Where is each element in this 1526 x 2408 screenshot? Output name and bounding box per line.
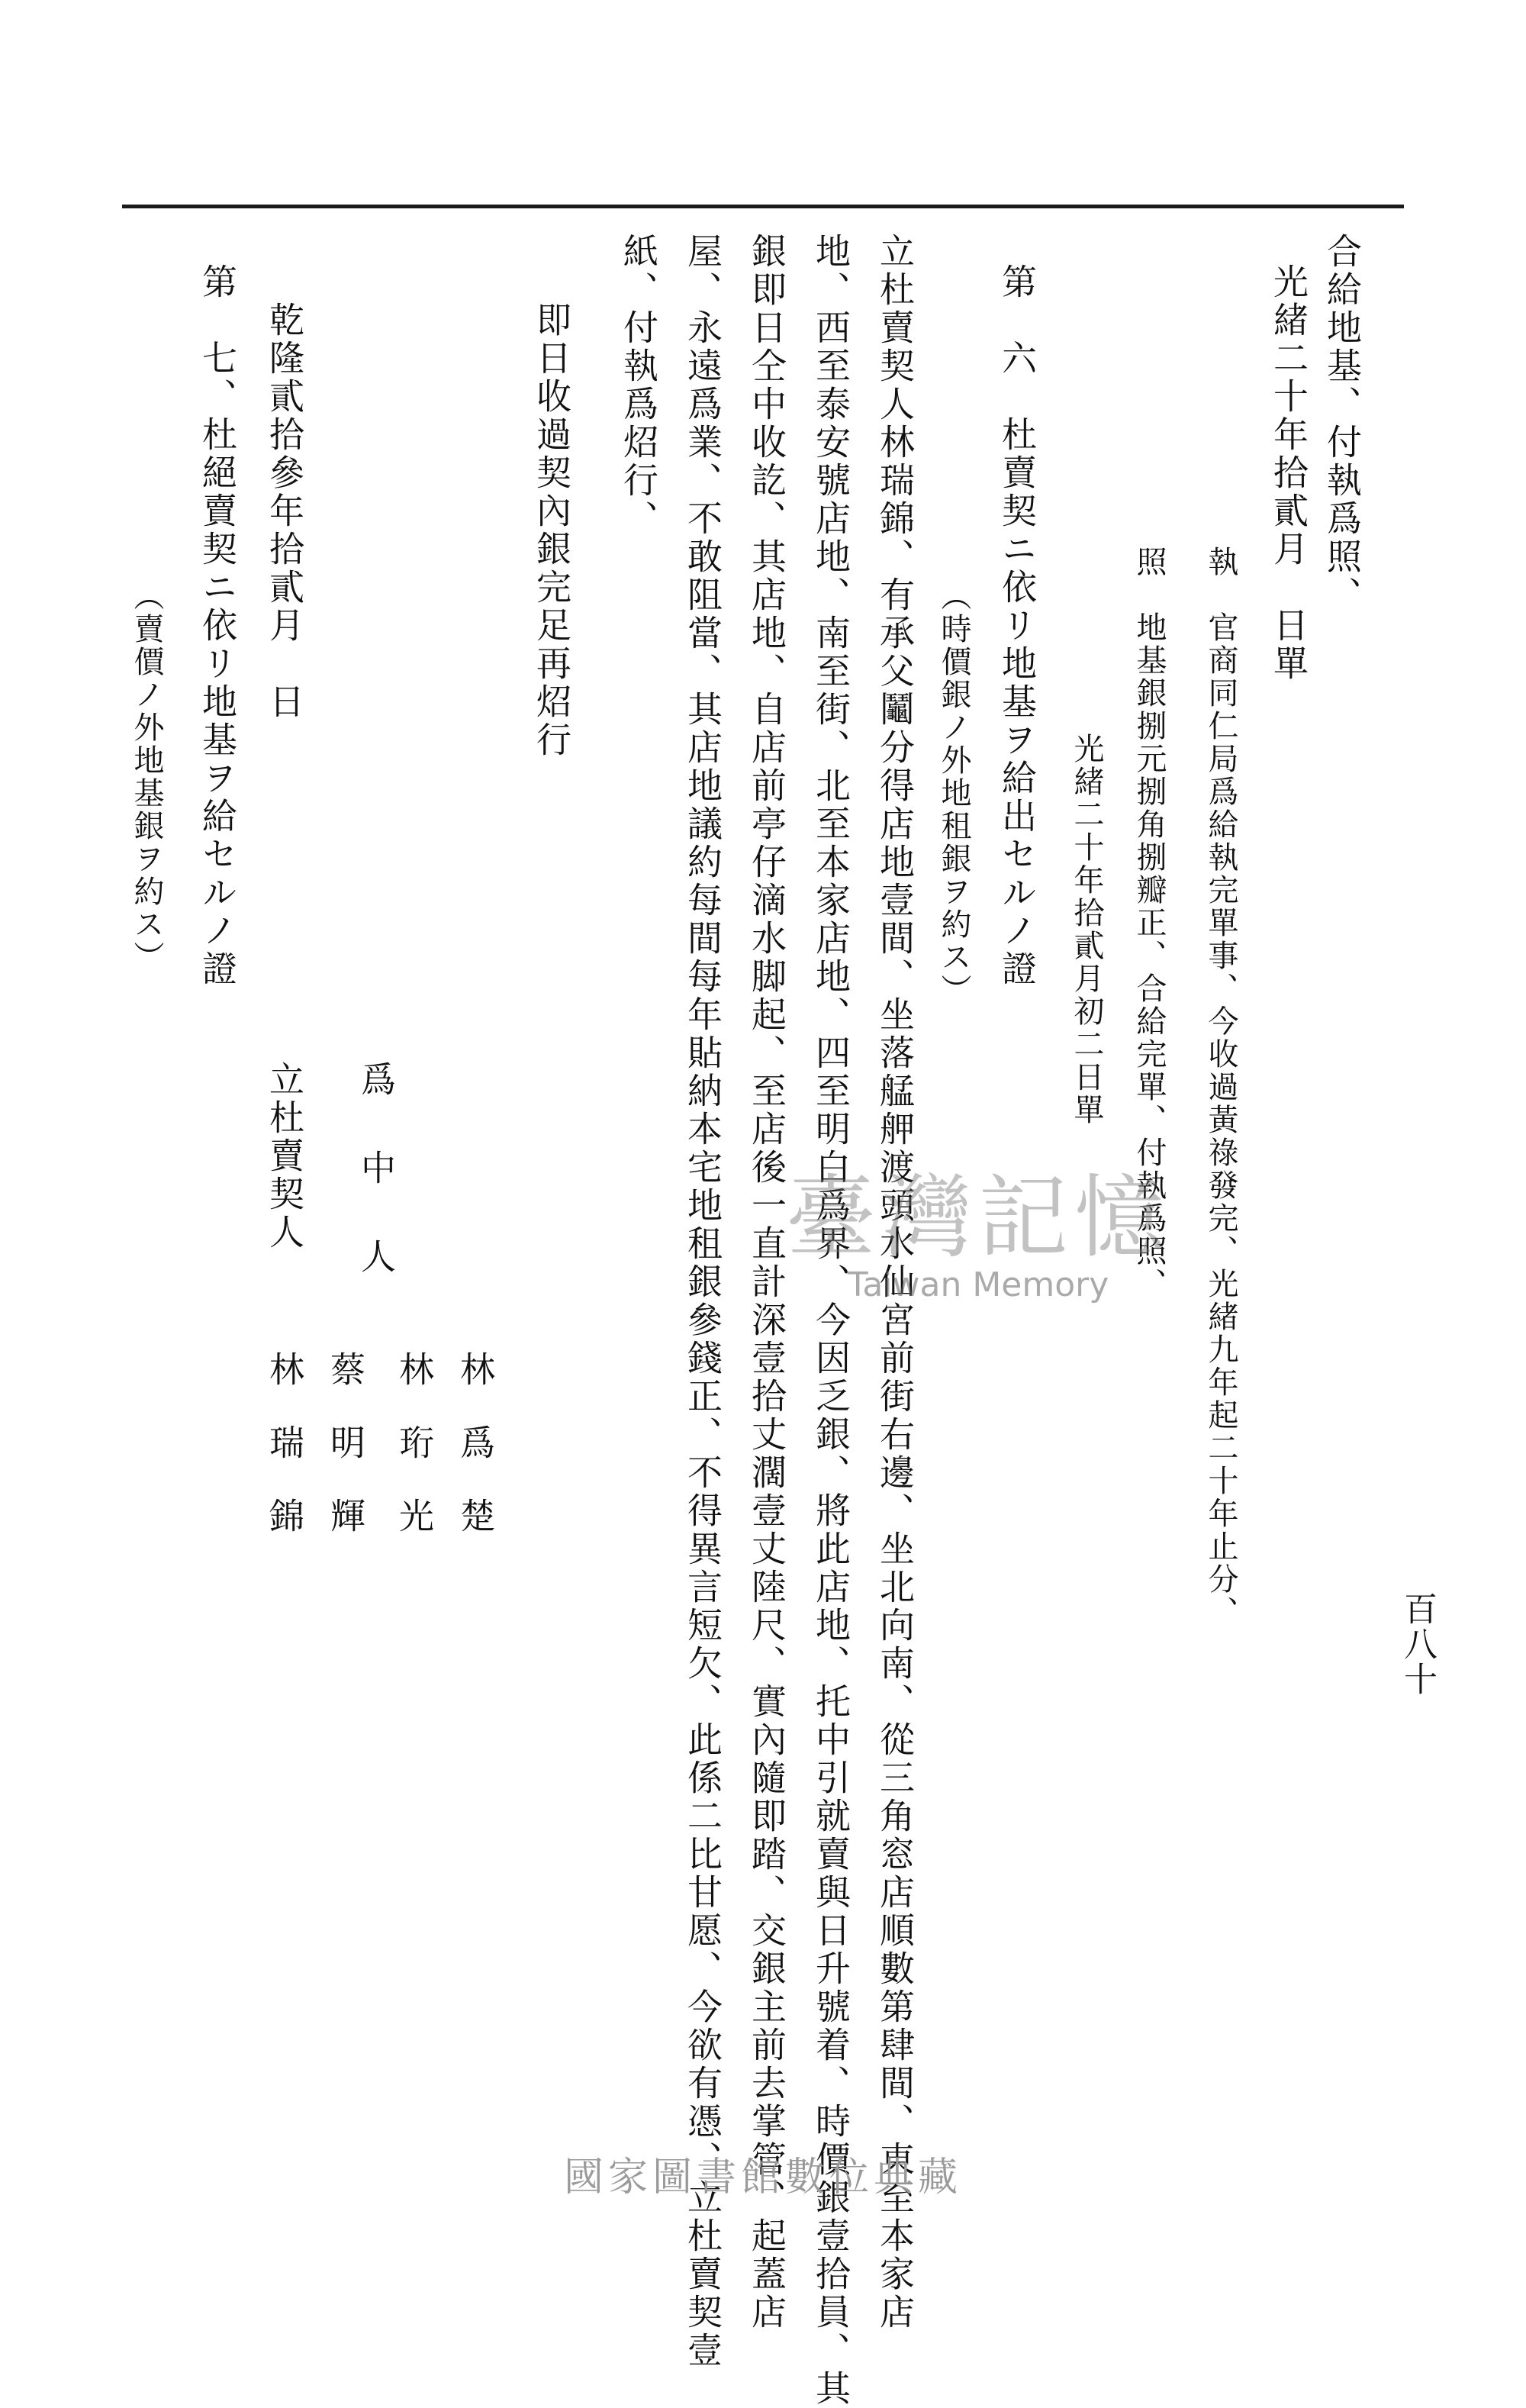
- section6-line-2: 地、西至泰安號店地、南至街、北至本家店地、四至明白爲界、今因乏銀、將此店地、托中引就賣與日升號着、時價銀壹拾員、其: [810, 233, 852, 2408]
- header-rule: [122, 205, 1404, 208]
- seller-label: 立杜賣契人: [264, 1061, 305, 1252]
- cont-line-4: 照 地基銀捌元捌角捌瓣正、合給完單、付執爲照、: [1132, 546, 1167, 1301]
- cont-line-3: 執 官商同仁局爲給執完單事、今收過黃祿發完、光緒九年起二十年止分、: [1203, 546, 1238, 1629]
- section6-line-5: 紙、付執爲炤行、: [618, 233, 659, 538]
- section7-heading: 第 七、杜絕賣契ニ依リ地基ヲ給セルノ證: [197, 263, 238, 988]
- middleman-label: 爲中人: [356, 1061, 397, 1326]
- watermark-en: Taiwan Memory: [847, 1265, 1109, 1304]
- middleman-2: 林珩光: [394, 1351, 435, 1571]
- cont-line-2: 光緒二十年拾貳月 日單: [1268, 263, 1309, 683]
- section6-line-3: 銀即日仝中收訖、其店地、自店前亭仔滴水脚起、至店後一直計深壹拾丈濶壹丈陸尺、實內隨即踏、交銀主前去掌管、起蓋店: [746, 233, 787, 2332]
- page-number: 百八十: [1398, 1591, 1437, 1697]
- seller-name: 林瑞錦: [264, 1351, 305, 1571]
- footer-archive-label: 國家圖書館數位典藏: [563, 2155, 962, 2200]
- middleman-3: 蔡明輝: [325, 1351, 366, 1571]
- section6-heading: 第 六 杜賣契ニ依リ地基ヲ給出セルノ證: [996, 263, 1038, 988]
- section6-line-1: 立杜賣契人林瑞錦、有承父鬮分得店地壹間、坐落艋舺渡頭水仙宮前街右邊、坐北向南、從三角窓店順數第肆間、東至本家店: [874, 233, 916, 2332]
- section6-date: 乾隆貳拾參年拾貳月 日: [264, 301, 305, 721]
- section6-receipt: 即日收過契內銀完足再炤行: [531, 301, 572, 759]
- cont-line-5: 光緒二十年拾貳月初二日單: [1069, 733, 1104, 1127]
- section6-line-4: 屋、永遠爲業、不敢阻當、其店地議約每間每年貼納本宅地租銀參錢正、不得異言短欠、此係二比甘愿、今欲有憑、立杜賣契壹: [682, 233, 723, 2370]
- section6-subtitle: （時價銀ノ外地租銀ヲ約ス）: [936, 580, 971, 1007]
- middleman-1: 林爲楚: [455, 1351, 496, 1571]
- watermark-cjk: 臺灣記憶: [786, 1165, 1171, 1270]
- cont-line-1: 合給地基、付執爲照、: [1322, 233, 1363, 614]
- section7-subtitle: （賣價ノ外地基銀ヲ約ス）: [129, 580, 164, 974]
